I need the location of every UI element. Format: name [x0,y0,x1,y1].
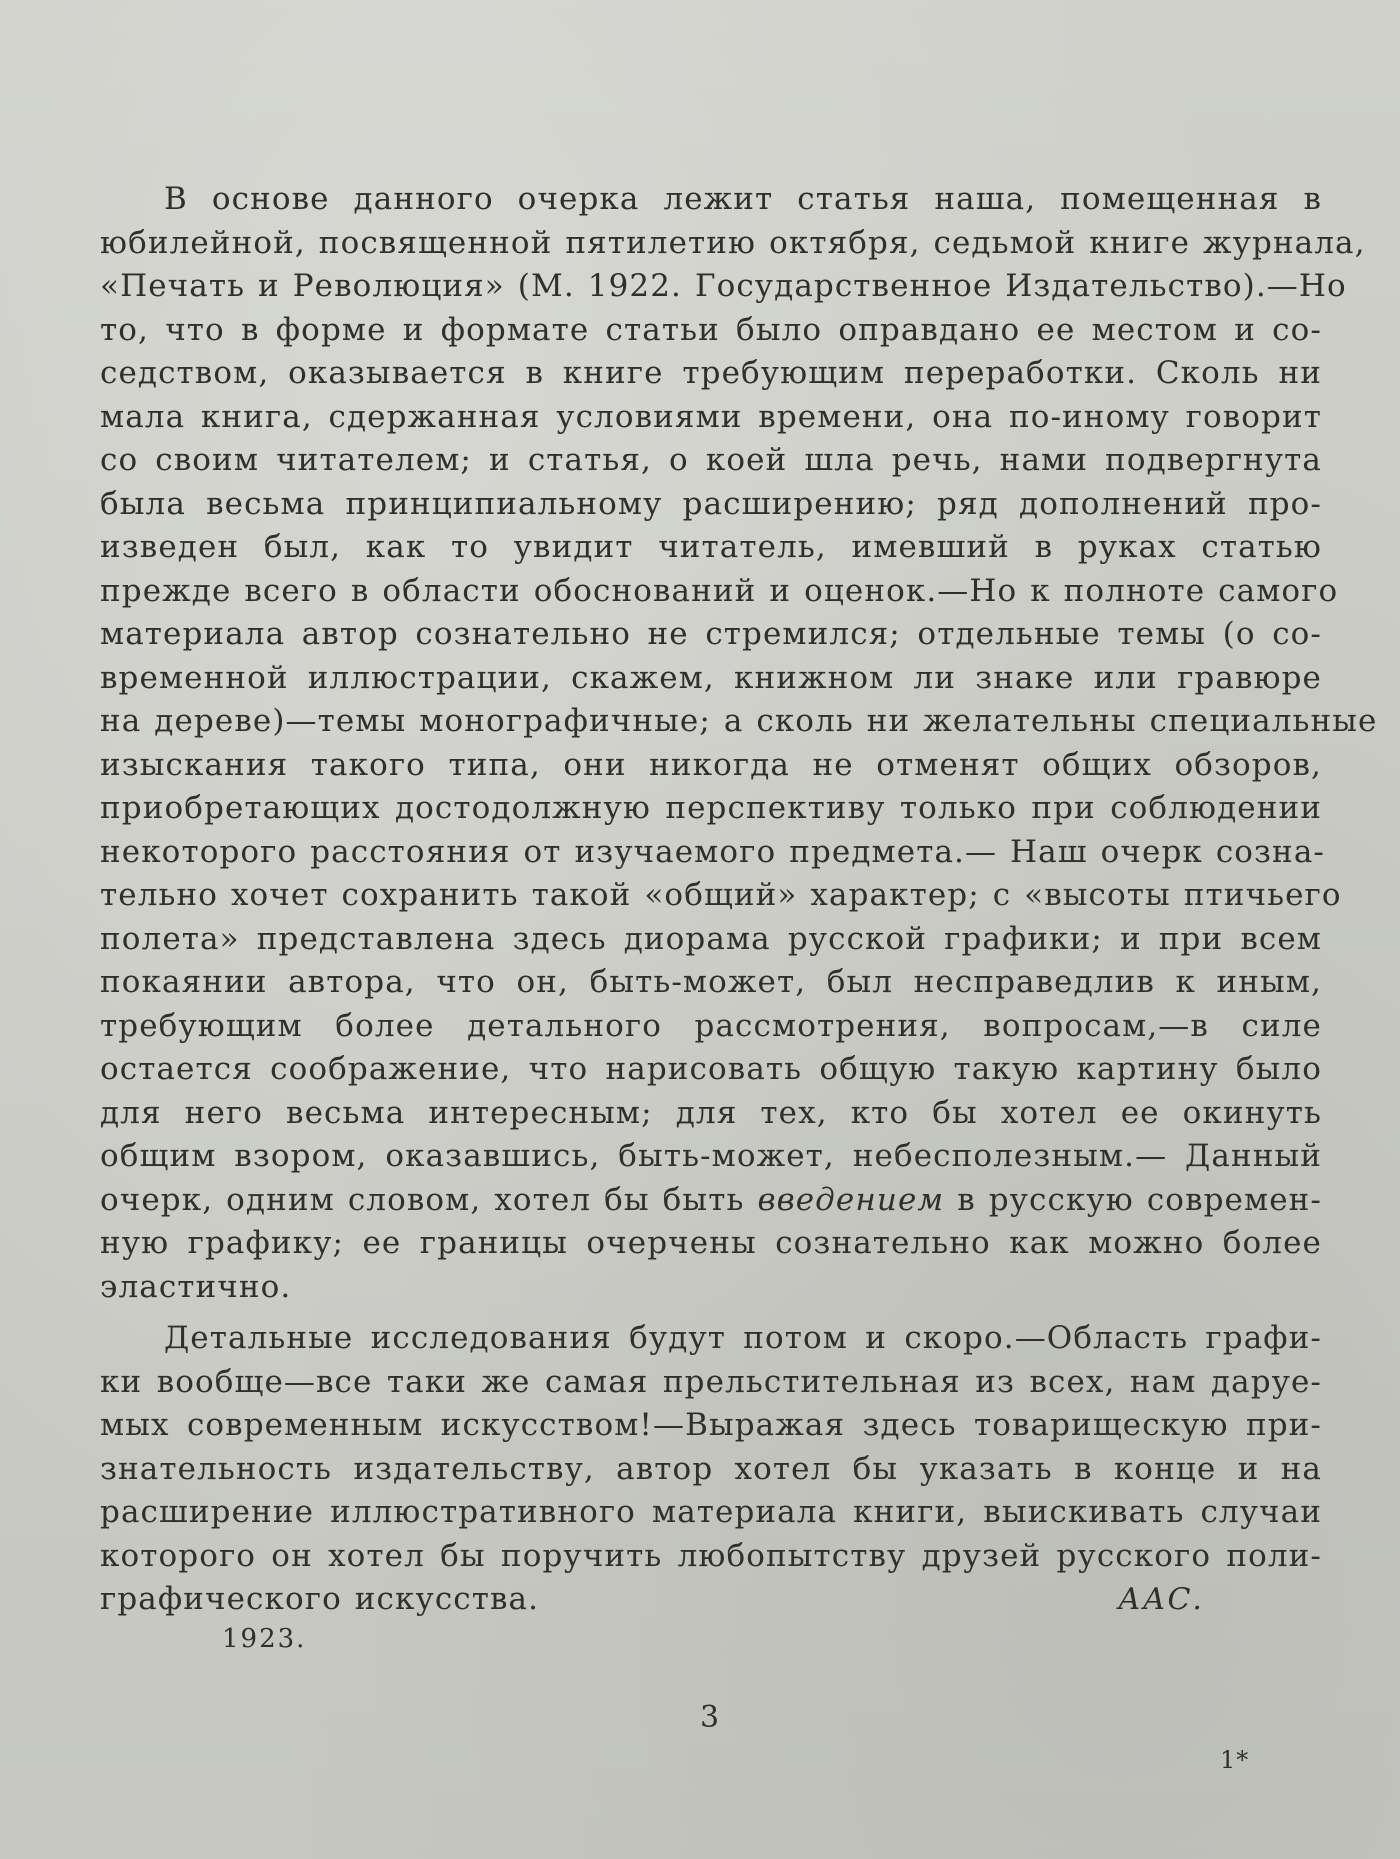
text-line: эластично. [100,1268,292,1305]
text-line: которого он хотел бы поручить любопытству друзей русского поли- [100,1537,1322,1574]
text-line: была весьма принципиальному расширению; ряд дополнений про- [100,485,1322,522]
printer-signature-mark: 1* [1220,1746,1250,1774]
text-line: то, что в форме и формате статьи было оправдано ее местом и со- [100,311,1322,348]
text-line: общим взором, оказавшись, быть-может, небесполезным.— Данный [100,1138,1322,1174]
text-line: седством, оказывается в книге требующим переработки. Сколь ни [100,355,1322,391]
text-line: некоторого расстояния от изучаемого предмета.— Наш очерк созна- [100,833,1325,870]
line-start: очерк, одним словом, хотел бы быть [100,1181,745,1218]
text-line: Детальные исследования будут потом и скоро.—Область графи- [164,1320,1322,1356]
text-line: временной иллюстрации, скажем, книжном ли знаке или гравюре [100,659,1322,696]
text-line: «Печать и Революция» (М. 1922. Государственное Издательство).—Но [100,268,1347,304]
text-line: покаянии автора, что он, быть-может, был несправедлив к иным, [100,964,1322,1000]
text-line: полета» представлена здесь диорама русской графики; и при всем [100,920,1322,957]
text-line-with-italic [100,1179,1322,1223]
text-line: расширение иллюстративного материала книги, выискивать случаи [100,1494,1322,1530]
text-line: мала книга, сдержанная условиями времени, она по-иному говорит [100,398,1322,435]
text-line: со своим читателем; и статья, о коей шла речь, нами подвергнута [100,442,1322,478]
text-line: прежде всего в области обоснований и оценок.—Но к полноте самого [100,572,1339,609]
text-line: ки вообще—все таки же самая прельстительная из всех, нам даруе- [100,1363,1322,1400]
text-line: на дереве)—темы монографичные; а сколь ни желательны специальные [100,703,1378,739]
text-line: ную графику; ее границы очерчены сознательно как можно более [100,1225,1322,1261]
text-line: тельно хочет сохранить такой «общий» характер; с «высоты птичьего [100,877,1342,913]
text-line: материала автор сознательно не стремился; отдельные темы (о со- [100,616,1322,652]
year: 1923. [222,1624,307,1654]
text-line: изведен был, как то увидит читатель, имевший в руках статью [100,529,1322,565]
text-line: мых современным искусством!—Выражая здесь товарищескую при- [100,1407,1322,1443]
text-line: для него весьма интересным; для тех, кто бы хотел ее окинуть [100,1094,1322,1131]
line-end: в русскую современ- [957,1181,1322,1218]
text-line: приобретающих достодолжную перспективу только при соблюдении [100,790,1322,826]
page-number: 3 [700,1700,720,1735]
text-line: В основе данного очерка лежит статья наша, помещенная в [164,181,1322,217]
author-signature: ААС. [1118,1582,1204,1617]
text-line: требующим более детального рассмотрения, вопросам,—в силе [100,1007,1322,1044]
italic-word: введением [757,1181,945,1218]
text-line: изыскания такого типа, они никогда не отменят общих обзоров, [100,746,1322,783]
text-line: юбилейной, посвященной пятилетию октября, седьмой книге журнала, [100,224,1366,261]
text-line: знательность издательству, автор хотел бы указать в конце и на [100,1450,1322,1487]
preface-text [100,178,1378,1622]
text-line: графического искусства. [100,1581,540,1617]
text-line: остается соображение, что нарисовать общую такую картину было [100,1051,1322,1087]
